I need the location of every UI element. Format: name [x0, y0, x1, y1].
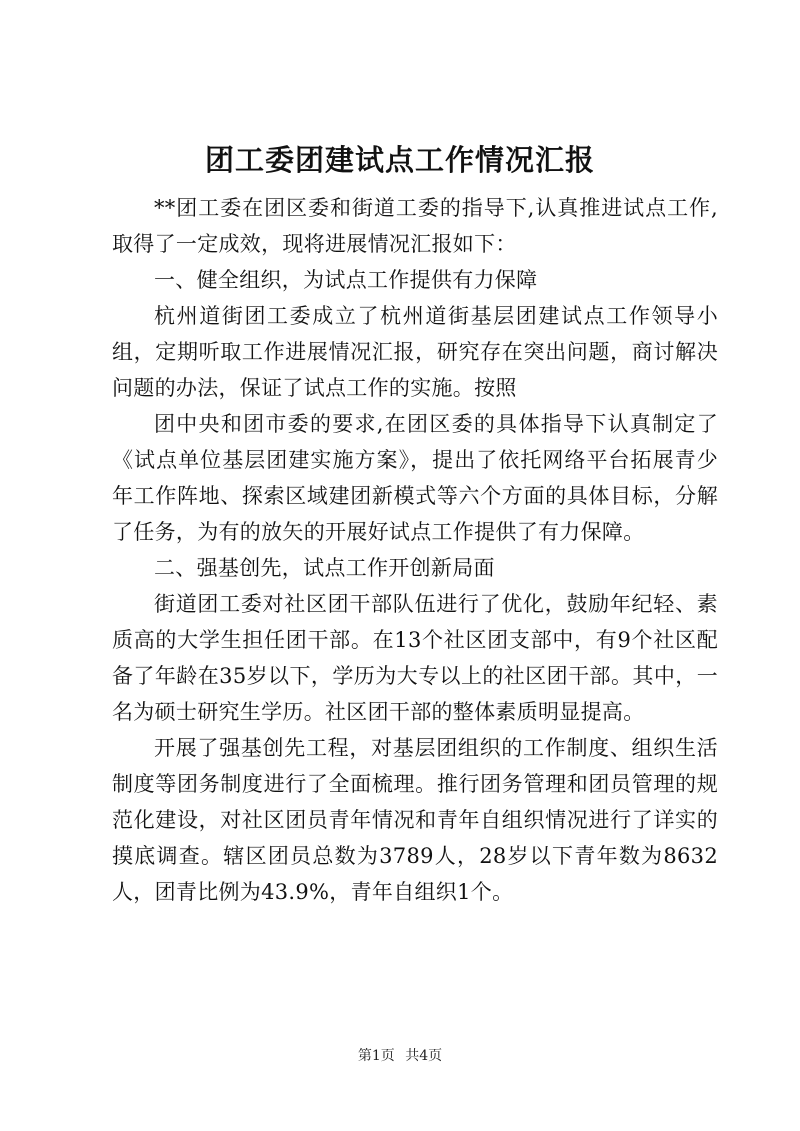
- body-paragraph: 开展了强基创先工程，对基层团组织的工作制度、组织生活制度等团务制度进行了全面梳理。推行团务管理和团员管理的规范化建设，对社区团员青年情况和青年自组织情况进行了详实的摸底调查。辖区团员总数为3789人，28岁以下青年数为8632人，团青比例为43.9%，青年自组织1个。: [112, 736, 718, 904]
- body-paragraph: 团中央和团市委的要求,在团区委的具体指导下认真制定了《试点单位基层团建实施方案》，提出了依托网络平台拓展青少年工作阵地、探索区域建团新模式等六个方面的具体目标，分解了任务，为有的放矢的开展好试点工作提供了有力保障。: [112, 412, 718, 544]
- section-heading-1: 一、健全组织，为试点工作提供有力保障: [154, 268, 538, 292]
- document-title: 团工委团建试点工作情况汇报: [204, 143, 595, 177]
- page-total: 共4页: [405, 1048, 443, 1064]
- body-paragraph: 杭州道街团工委成立了杭州道街基层团建试点工作领导小组，定期听取工作进展情况汇报，研究存在突出问题，商讨解决问题的办法，保证了试点工作的实施。按照: [112, 304, 718, 400]
- page-footer: [0, 1046, 800, 1066]
- body-paragraph: 街道团工委对社区团干部队伍进行了优化，鼓励年纪轻、素质高的大学生担任团干部。在13个社区团支部中，有9个社区配备了年龄在35岁以下，学历为大专以上的社区团干部。其中，一名为硕士研究生学历。社区团干部的整体素质明显提高。: [112, 592, 718, 724]
- section-heading-2: 二、强基创先，试点工作开创新局面: [154, 556, 495, 580]
- document-body: [112, 190, 718, 910]
- page-number: 第1页: [357, 1048, 395, 1064]
- intro-paragraph: **团工委在团区委和街道工委的指导下,认真推进试点工作,取得了一定成效，现将进展情况汇报如下：: [112, 196, 718, 256]
